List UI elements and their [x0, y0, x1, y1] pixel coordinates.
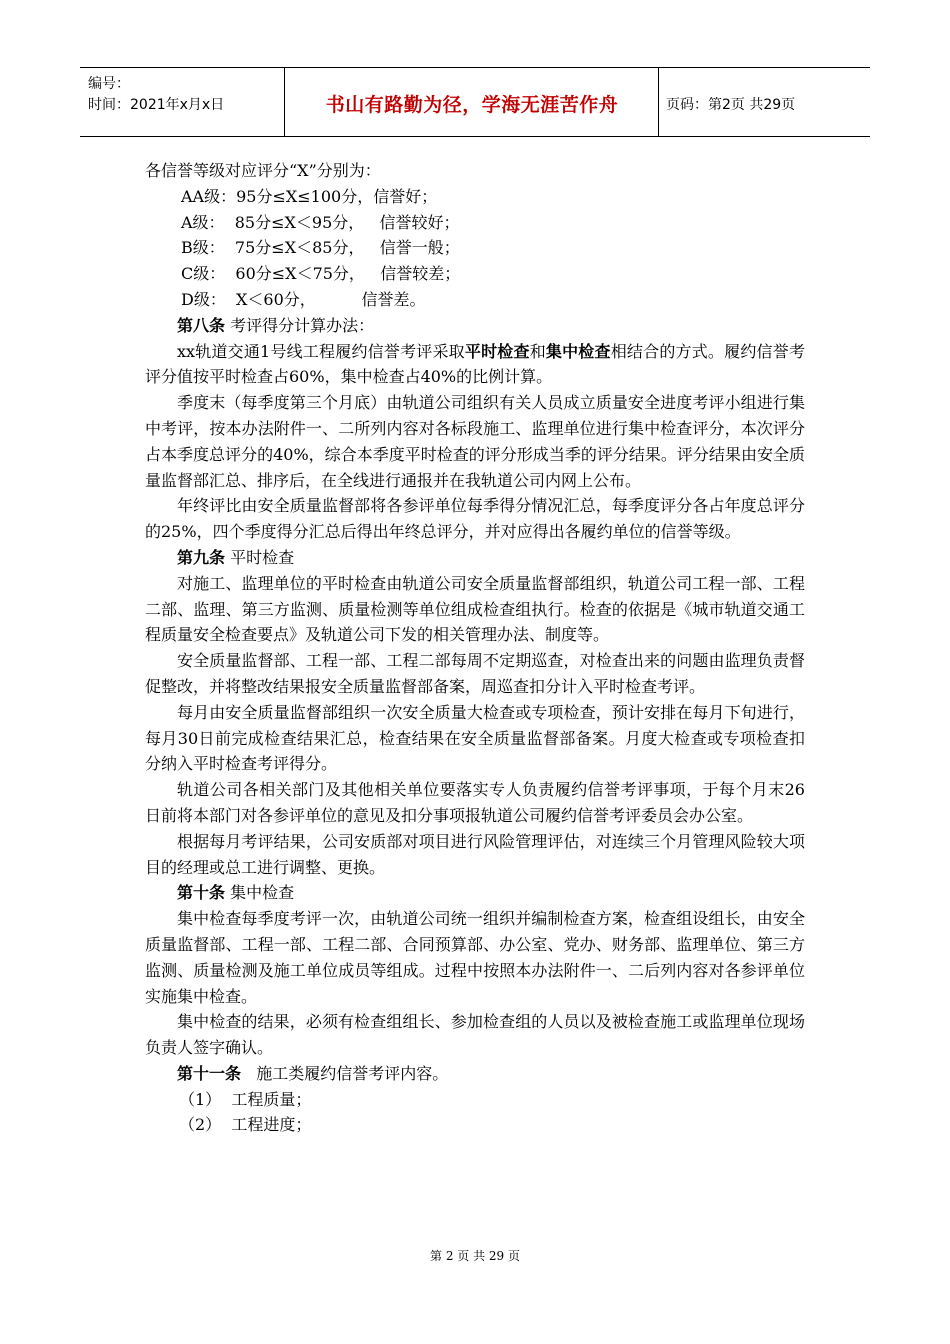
- list-item: （1） 工程质量；: [179, 1089, 312, 1109]
- article-9-paragraph: 根据每月考评结果，公司安质部对项目进行风险管理评估，对连续三个月管理风险较大项目的经理或总工进行调整、更换。: [145, 831, 805, 877]
- article-9-paragraph: 每月由安全质量监督部组织一次安全质量大检查或专项检查，预计安排在每月下旬进行，每月30日前完成检查结果汇总，检查结果在安全质量监督部备案。月度大检查或专项检查扣分纳入平时检查考评得分。: [145, 702, 805, 774]
- doc-number-label: 编号：: [88, 76, 130, 92]
- article-8-title: 第八条: [177, 315, 226, 335]
- article-8-paragraph: 年终评比由安全质量监督部将各参评单位每季得分情况汇总，每季度评分各占年度总评分的25%，四个季度得分汇总后得出年终总评分，并对应得出各履约单位的信誉等级。: [145, 496, 805, 542]
- article-8-heading: 第八条 考评得分计算办法：: [177, 315, 375, 335]
- grade-intro: 各信誉等级对应评分“X”分别为：: [145, 161, 381, 180]
- article-11-title: 第十一条: [177, 1063, 242, 1083]
- header-divider: [658, 68, 659, 136]
- grade-level: A级： 85分≤X＜95分， 信誉较好；: [181, 212, 460, 232]
- article-9-title: 第九条: [177, 547, 226, 567]
- document-body: [145, 158, 805, 1138]
- grade-level: B级： 75分≤X＜85分， 信誉一般；: [181, 238, 460, 258]
- doc-date: 时间：2021年x月x日: [88, 97, 225, 113]
- article-9-heading: 第九条 平时检查: [177, 547, 295, 567]
- article-11-heading: 第十一条 施工类履约信誉考评内容。: [177, 1063, 449, 1083]
- page-footer: 第 2 页 共 29 页: [430, 1249, 520, 1263]
- article-8-paragraph: xx轨道交通1号线工程履约信誉考评采取平时检查和集中检查相结合的方式。履约信誉考评分值按平时检查占60%，集中检查占40%的比例计算。: [145, 341, 805, 387]
- header-divider: [284, 68, 285, 136]
- header-meta: [88, 74, 224, 116]
- list-item: （2） 工程进度；: [179, 1115, 312, 1135]
- article-8-paragraph: 季度末（每季度第三个月底）由轨道公司组织有关人员成立质量安全进度考评小组进行集中考评，按本办法附件一、二所列内容对各标段施工、监理单位进行集中检查评分，本次评分占本季度总评分的40%，综合本季度平时检查的评分形成当季的评分结果。评分结果由安全质量监督部汇总、排序后，在全线进行通报并在我轨道公司内网上公布。: [145, 393, 805, 490]
- article-9-paragraph: 对施工、监理单位的平时检查由轨道公司安全质量监督部组织，轨道公司工程一部、工程二部、监理、第三方监测、质量检测等单位组成检查组执行。检查的依据是《城市轨道交通工程质量安全检查要点》及轨道公司下发的相关管理办法、制度等。: [145, 573, 805, 645]
- article-10-heading: 第十条 集中检查: [177, 883, 295, 903]
- grade-level: D级： X＜60分， 信誉差。: [181, 289, 426, 309]
- grade-level: AA级：95分≤X≤100分，信誉好；: [181, 186, 438, 206]
- grade-level: C级： 60分≤X＜75分， 信誉较差；: [181, 264, 461, 284]
- article-10-paragraph: 集中检查每季度考评一次，由轨道公司统一组织并编制检查方案，检查组设组长，由安全质量监督部、工程一部、工程二部、合同预算部、办公室、党办、财务部、监理单位、第三方监测、质量检测及施工单位成员等组成。过程中按照本办法附件一、二后列内容对各参评单位实施集中检查。: [145, 909, 805, 1006]
- article-9-paragraph: 轨道公司各相关部门及其他相关单位要落实专人负责履约信誉考评事项，于每个月末26日前将本部门对各参评单位的意见及扣分事项报轨道公司履约信誉考评委员会办公室。: [145, 780, 805, 825]
- article-9-paragraph: 安全质量监督部、工程一部、工程二部每周不定期巡查，对检查出来的问题由监理负责督促整改，并将整改结果报安全质量监督部备案，周巡查扣分计入平时检查考评。: [145, 651, 805, 696]
- article-10-paragraph: 集中检查的结果，必须有检查组组长、参加检查组的人员以及被检查施工或监理单位现场负责人签字确认。: [145, 1012, 805, 1058]
- page-header: [80, 67, 870, 137]
- header-page-info: 页码：第2页 共29页: [666, 97, 796, 113]
- article-10-title: 第十条: [177, 883, 226, 903]
- header-slogan: 书山有路勤为径，学海无涯苦作舟: [325, 94, 619, 116]
